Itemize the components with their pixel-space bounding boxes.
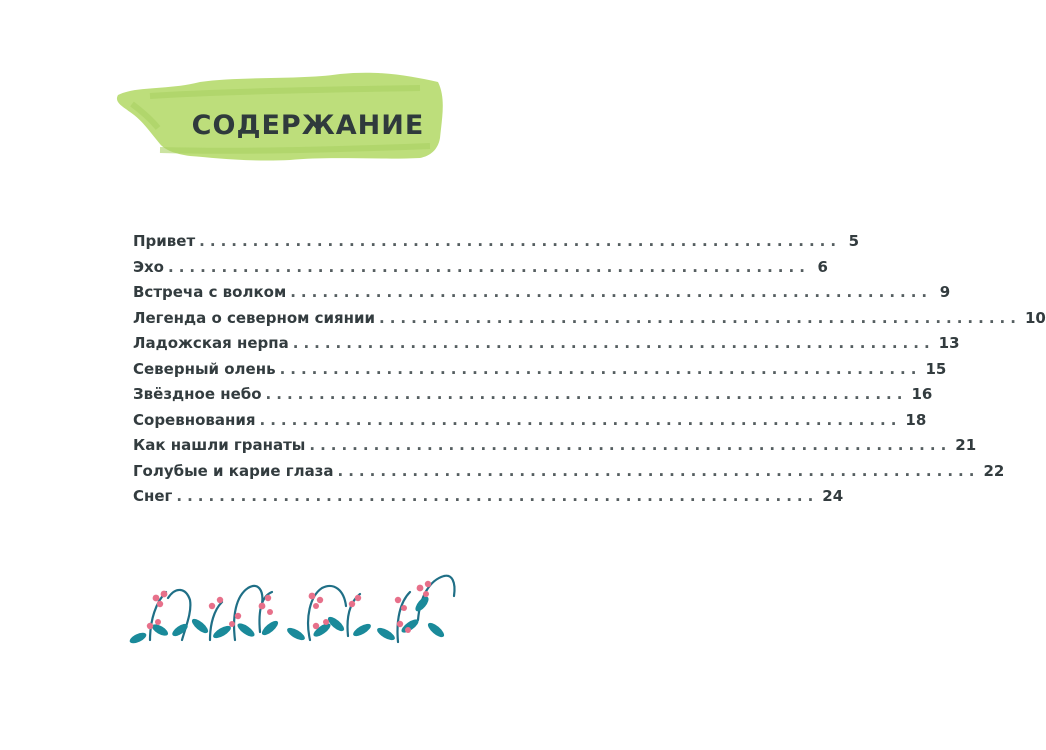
toc-dot-leader: ............................................................ bbox=[279, 359, 922, 378]
toc-dot-leader: ............................................................ bbox=[379, 308, 1021, 327]
toc-dot-leader: ............................................................ bbox=[309, 436, 952, 454]
toc-entry-title: Привет bbox=[133, 232, 196, 250]
toc-dot-leader: ............................................................ bbox=[168, 257, 810, 276]
toc-entry-title: Голубые и карие глаза bbox=[133, 461, 334, 480]
toc-dot-leader: ............................................................ bbox=[176, 487, 819, 505]
toc-dot-leader: ............................................................ bbox=[265, 385, 908, 403]
toc-entry-title: Ладожская нерпа bbox=[133, 334, 289, 352]
toc-entry-page-number: 6 bbox=[817, 257, 828, 276]
toc-entry-page-number: 22 bbox=[983, 461, 1005, 480]
toc-dot-leader: ............................................................ bbox=[292, 334, 935, 352]
toc-entry-page-number: 18 bbox=[905, 410, 927, 429]
toc-entry-page-number: 24 bbox=[822, 487, 844, 505]
toc-dot-leader: ............................................................ bbox=[337, 461, 980, 480]
toc-entry-title: Северный олень bbox=[133, 359, 276, 378]
page-title: СОДЕРЖАНИЕ bbox=[191, 110, 425, 141]
toc-entry-title: Звёздное небо bbox=[133, 385, 262, 403]
toc-entry-title: Как нашли гранаты bbox=[133, 436, 306, 454]
toc-entry-page-number: 15 bbox=[925, 359, 947, 378]
toc-entry-title: Снег bbox=[133, 487, 173, 505]
toc-dot-leader: ............................................................ bbox=[290, 283, 933, 301]
toc-entry-page-number: 13 bbox=[938, 334, 960, 352]
toc-entry-title: Легенда о северном сиянии bbox=[133, 308, 376, 327]
toc-entry-title: Соревнования bbox=[133, 410, 256, 429]
toc-dot-leader: ............................................................ bbox=[259, 410, 902, 429]
toc-entry-title: Встреча с волком bbox=[133, 283, 287, 301]
toc-entry-title: Эхо bbox=[133, 257, 164, 276]
toc-entry-page-number: 10 bbox=[1024, 308, 1046, 327]
toc-entry-page-number: 5 bbox=[848, 232, 860, 250]
toc-entry-page-number: 21 bbox=[955, 436, 977, 454]
toc-dot-leader: ............................................................ bbox=[199, 232, 842, 250]
toc-entry-page-number: 9 bbox=[939, 283, 951, 301]
toc-entry-page-number: 16 bbox=[911, 385, 933, 403]
